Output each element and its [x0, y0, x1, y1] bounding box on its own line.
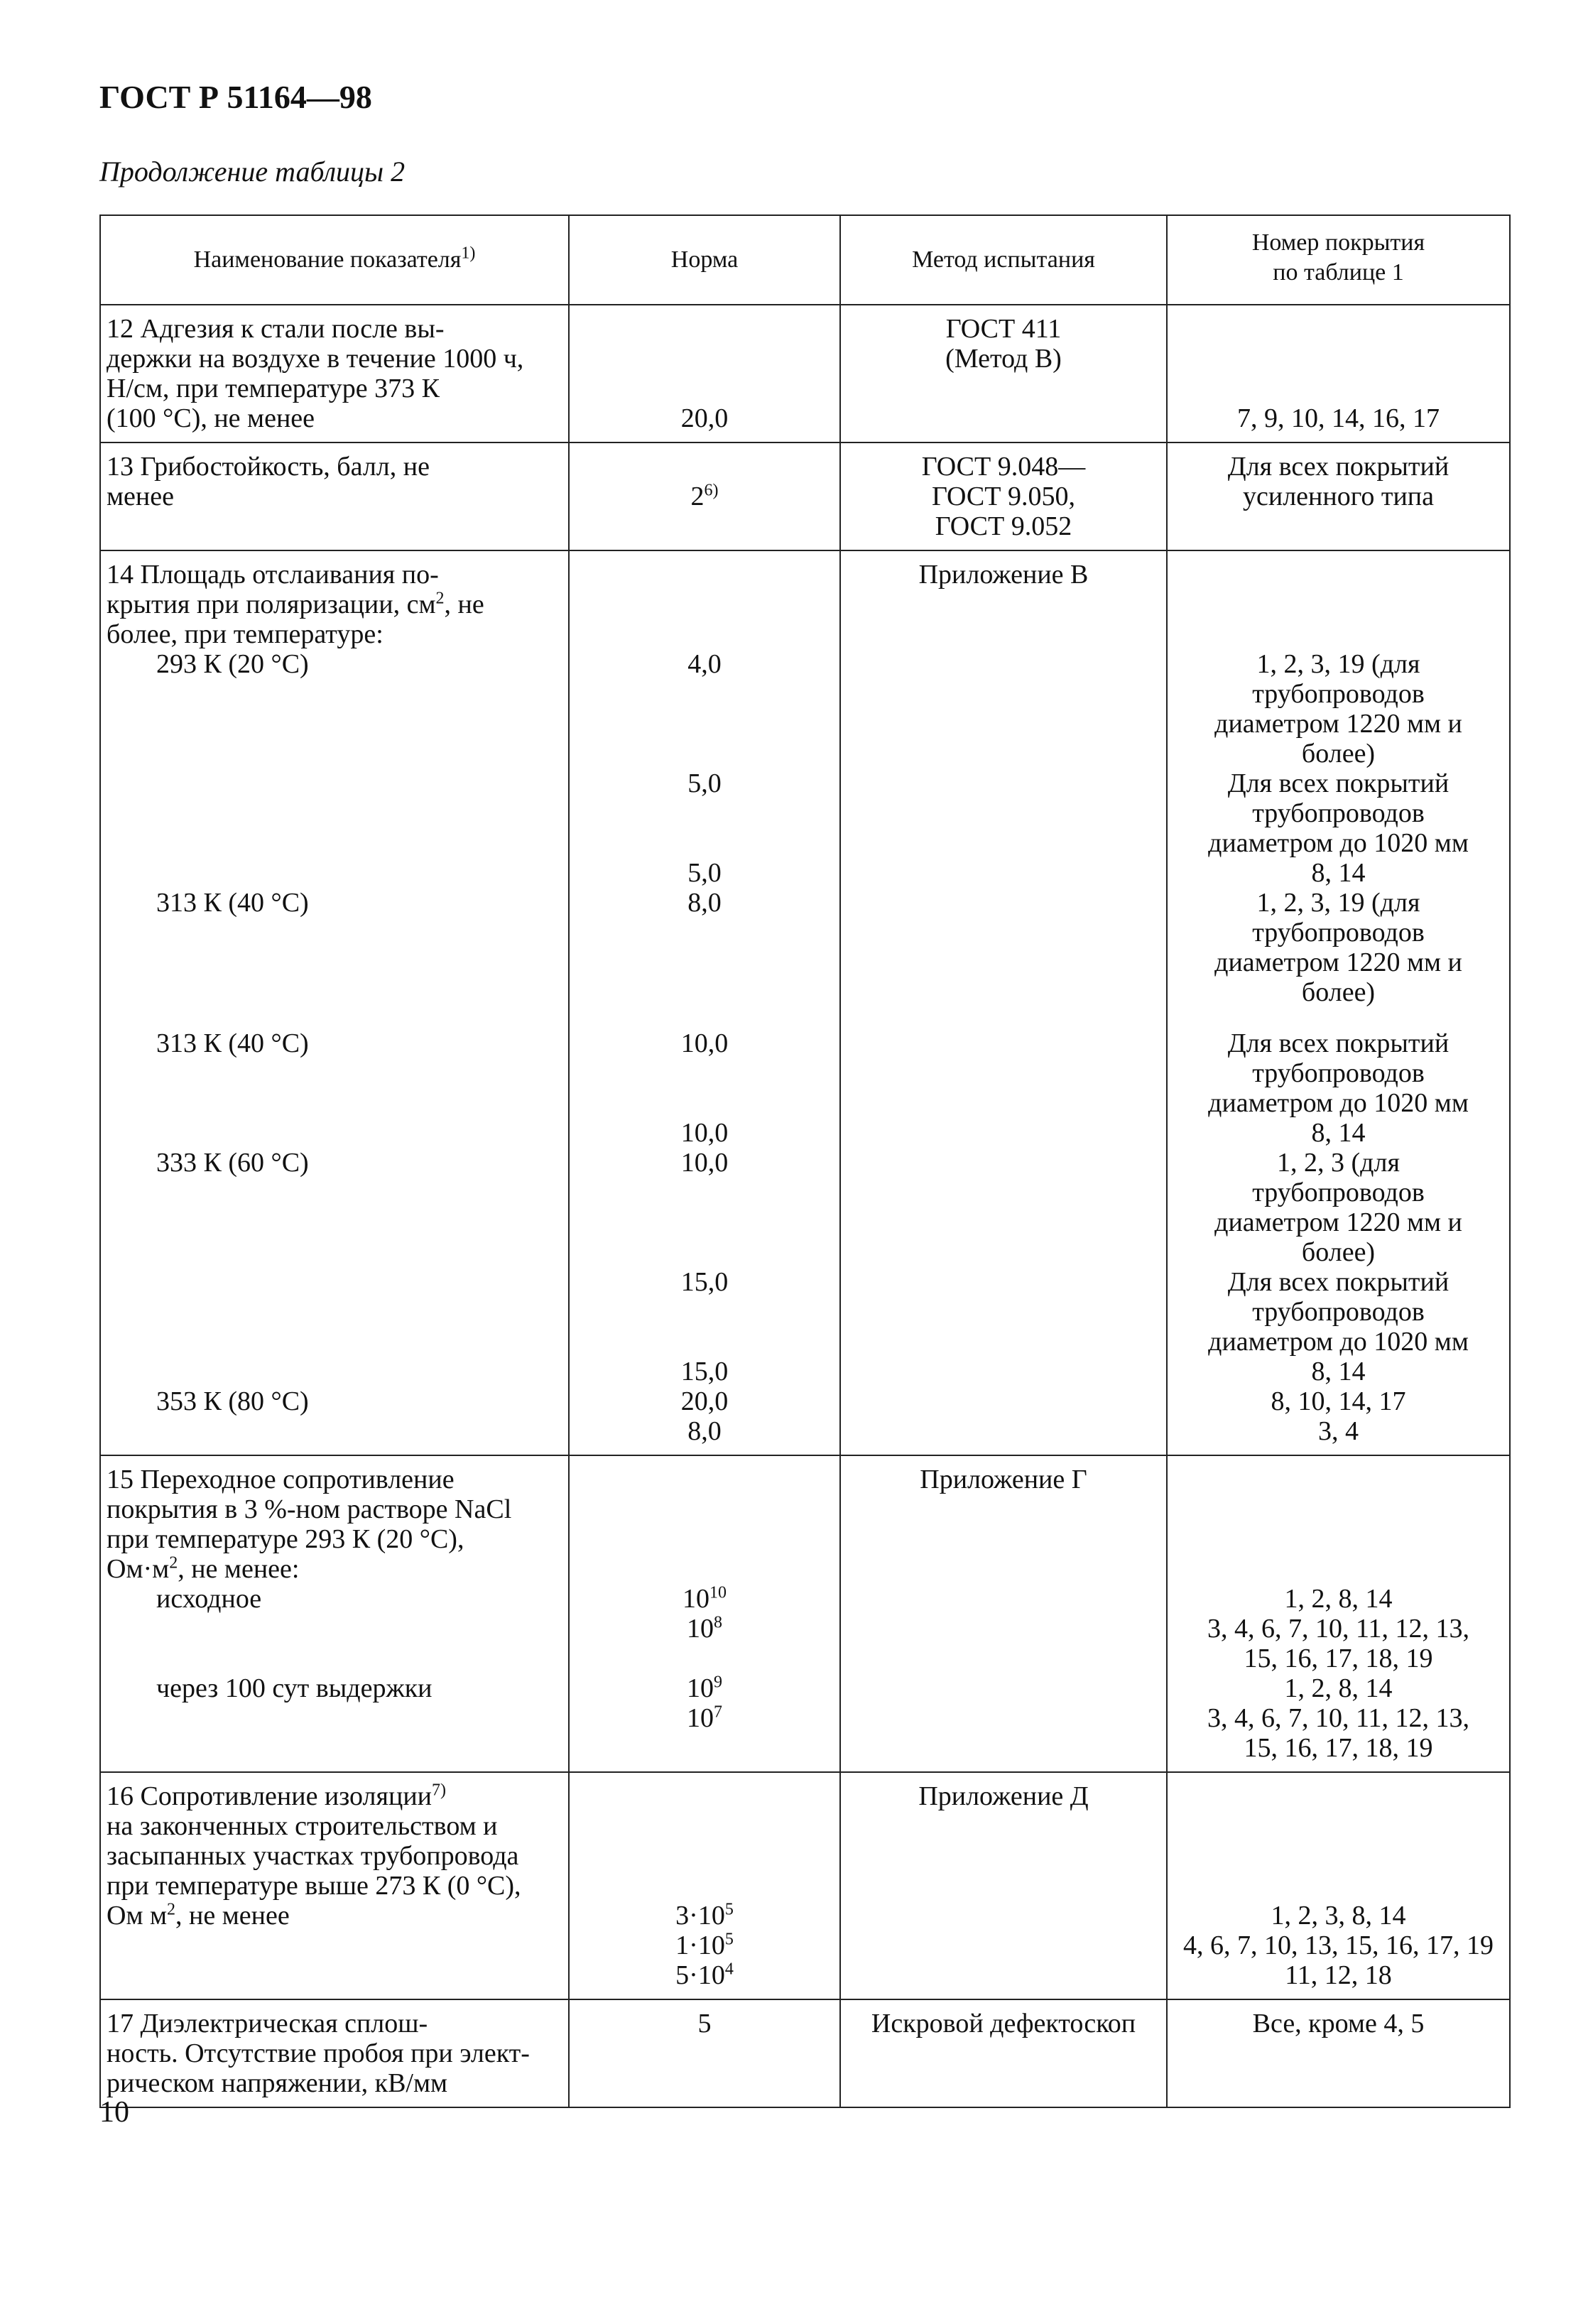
row13-name: 13 Грибостойкость, балл, не менее: [100, 442, 569, 550]
row16-name: 16 Сопротивление изоляции$^{7)}$ на законченных строительством и засыпанных участках трубопровода при температуре выше 273 К (0 °С), Ом $м^2$, не менее: [100, 1772, 569, 1999]
row16-norm: $3\cdot 10^5$ $1\cdot 10^5$ $5\cdot 10^4$: [569, 1772, 840, 1999]
row17-name: 17 Диэлектрическая сплош- ность. Отсутствие пробоя при элект- рическом напряжении, кВ/мм: [100, 1999, 569, 2107]
row13-method: ГОСТ 9.048— ГОСТ 9.050, ГОСТ 9.052: [840, 442, 1167, 550]
specification-table: [99, 215, 1511, 2108]
row15-norm: $10^{10}$ $10^8$ $10^9$ $10^7$: [569, 1455, 840, 1772]
row17-coverage: Все, кроме 4, 5: [1167, 1999, 1510, 2107]
table-row-13: [100, 442, 1510, 550]
row13-norm: 2$^{6)}$: [569, 442, 840, 550]
row12-coverage: 7, 9, 10, 14, 16, 17: [1167, 305, 1510, 442]
header-norm: Норма: [569, 215, 840, 305]
table-header-row: [100, 215, 1510, 305]
page-number: 10: [99, 2096, 129, 2129]
row15-method: Приложение Г: [840, 1455, 1167, 1772]
document-number: ГОСТ Р 51164—98: [99, 79, 372, 115]
header-method: Метод испытания: [840, 215, 1167, 305]
row14-norm: 4,0 5,0 5,0 8,0 10,0 10,0 10,0 15,0 15,0 20,0 8,0: [569, 550, 840, 1455]
header-coverage: Номер покрытия по таблице 1: [1167, 215, 1510, 305]
row15-coverage: 1, 2, 8, 14 3, 4, 6, 7, 10, 11, 12, 13, 15, 16, 17, 18, 19 1, 2, 8, 14 3, 4, 6, 7, 10, 11, 12, 13, 15, 16, 17, 18, 19: [1167, 1455, 1510, 1772]
row16-method: Приложение Д: [840, 1772, 1167, 1999]
table-caption: Продолжение таблицы 2: [99, 156, 406, 188]
table-row-15: [100, 1455, 1510, 1772]
row12-method: ГОСТ 411 (Метод В): [840, 305, 1167, 442]
row17-method: Искровой дефектоскоп: [840, 1999, 1167, 2107]
row13-coverage: Для всех покрытий усиленного типа: [1167, 442, 1510, 550]
table-row-14: [100, 550, 1510, 1455]
row12-norm: 20,0: [569, 305, 840, 442]
row16-coverage: 1, 2, 3, 8, 14 4, 6, 7, 10, 13, 15, 16, 17, 19 11, 12, 18: [1167, 1772, 1510, 1999]
header-name: Наименование показателя$^{1)}$: [100, 215, 569, 305]
row14-coverage: 1, 2, 3, 19 (для трубопроводов диаметром 1220 мм и более) Для всех покрытий трубопроводов диаметром до 1020 мм 8, 14 1, 2, 3, 19 (для трубопроводов диаметром 1220 мм и более) Для всех покрытий трубопроводов диаметром до 1020 мм 8, 14 1, 2, 3 (для трубопроводов диаметром 1220 мм и более) Для всех покрытий трубопроводов диаметром до 1020 мм 8, 14 8, 10, 14, 17 3, 4: [1167, 550, 1510, 1455]
row14-name: 14 Площадь отслаивания по- крытия при поляризации, $см^2$, не более, при температуре: 293 К (20 °С) 313 К (40 °С) 313 К (40 °С) 333 К (60 °С) 353 К (80 °С): [100, 550, 569, 1455]
row15-name: 15 Переходное сопротивление покрытия в 3 %-ном растворе NaCl при температуре 293 К (20 °С), $Ом\cdot м^2$, не менее: исходное через 100 сут выдержки: [100, 1455, 569, 1772]
row12-name: 12 Адгезия к стали после вы- держки на воздухе в течение 1000 ч, Н/см, при температуре 373 К (100 °С), не менее: [100, 305, 569, 442]
row14-method: Приложение В: [840, 550, 1167, 1455]
row17-norm: 5: [569, 1999, 840, 2107]
table-row-12: [100, 305, 1510, 442]
table-row-16: [100, 1772, 1510, 1999]
table-row-17: [100, 1999, 1510, 2107]
